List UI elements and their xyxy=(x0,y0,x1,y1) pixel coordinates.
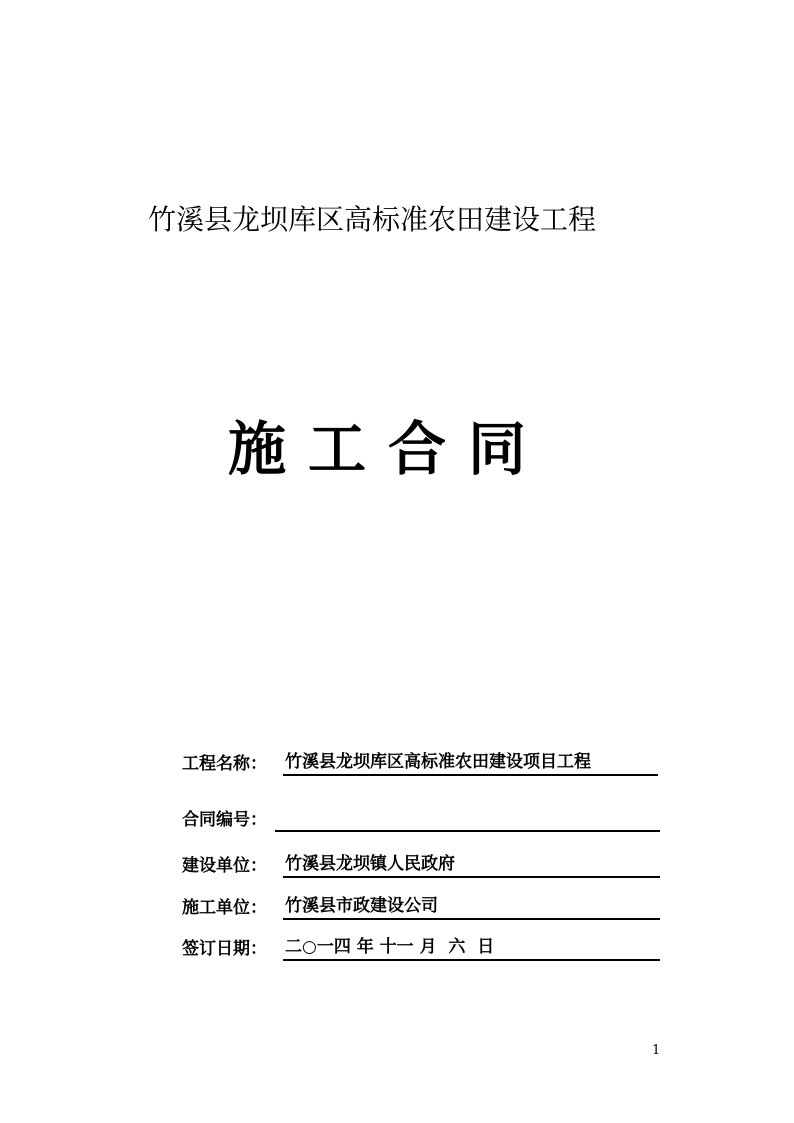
field-label: 建设单位： xyxy=(182,856,267,876)
field-contractor xyxy=(182,896,660,920)
document-title: 施工合同 xyxy=(228,415,549,483)
field-value xyxy=(275,808,660,832)
field-value: 二○一四 年 十一 月 六 日 xyxy=(283,937,660,961)
field-label: 签订日期： xyxy=(182,939,267,959)
project-title: 竹溪县龙坝库区高标准农田建设工程 xyxy=(148,203,597,236)
field-label: 工程名称： xyxy=(182,754,267,774)
field-value: 竹溪县市政建设公司 xyxy=(283,896,660,920)
field-project-name xyxy=(182,752,660,776)
field-value: 竹溪县龙坝镇人民政府 xyxy=(283,854,660,878)
field-client xyxy=(182,854,660,878)
field-value: 竹溪县龙坝库区高标准农田建设项目工程 xyxy=(283,752,658,776)
page-number: 1 xyxy=(652,1043,661,1058)
field-label: 合同编号： xyxy=(182,810,267,830)
field-label: 施工单位： xyxy=(182,898,267,918)
field-sign-date xyxy=(182,937,660,961)
field-contract-number xyxy=(182,808,660,832)
